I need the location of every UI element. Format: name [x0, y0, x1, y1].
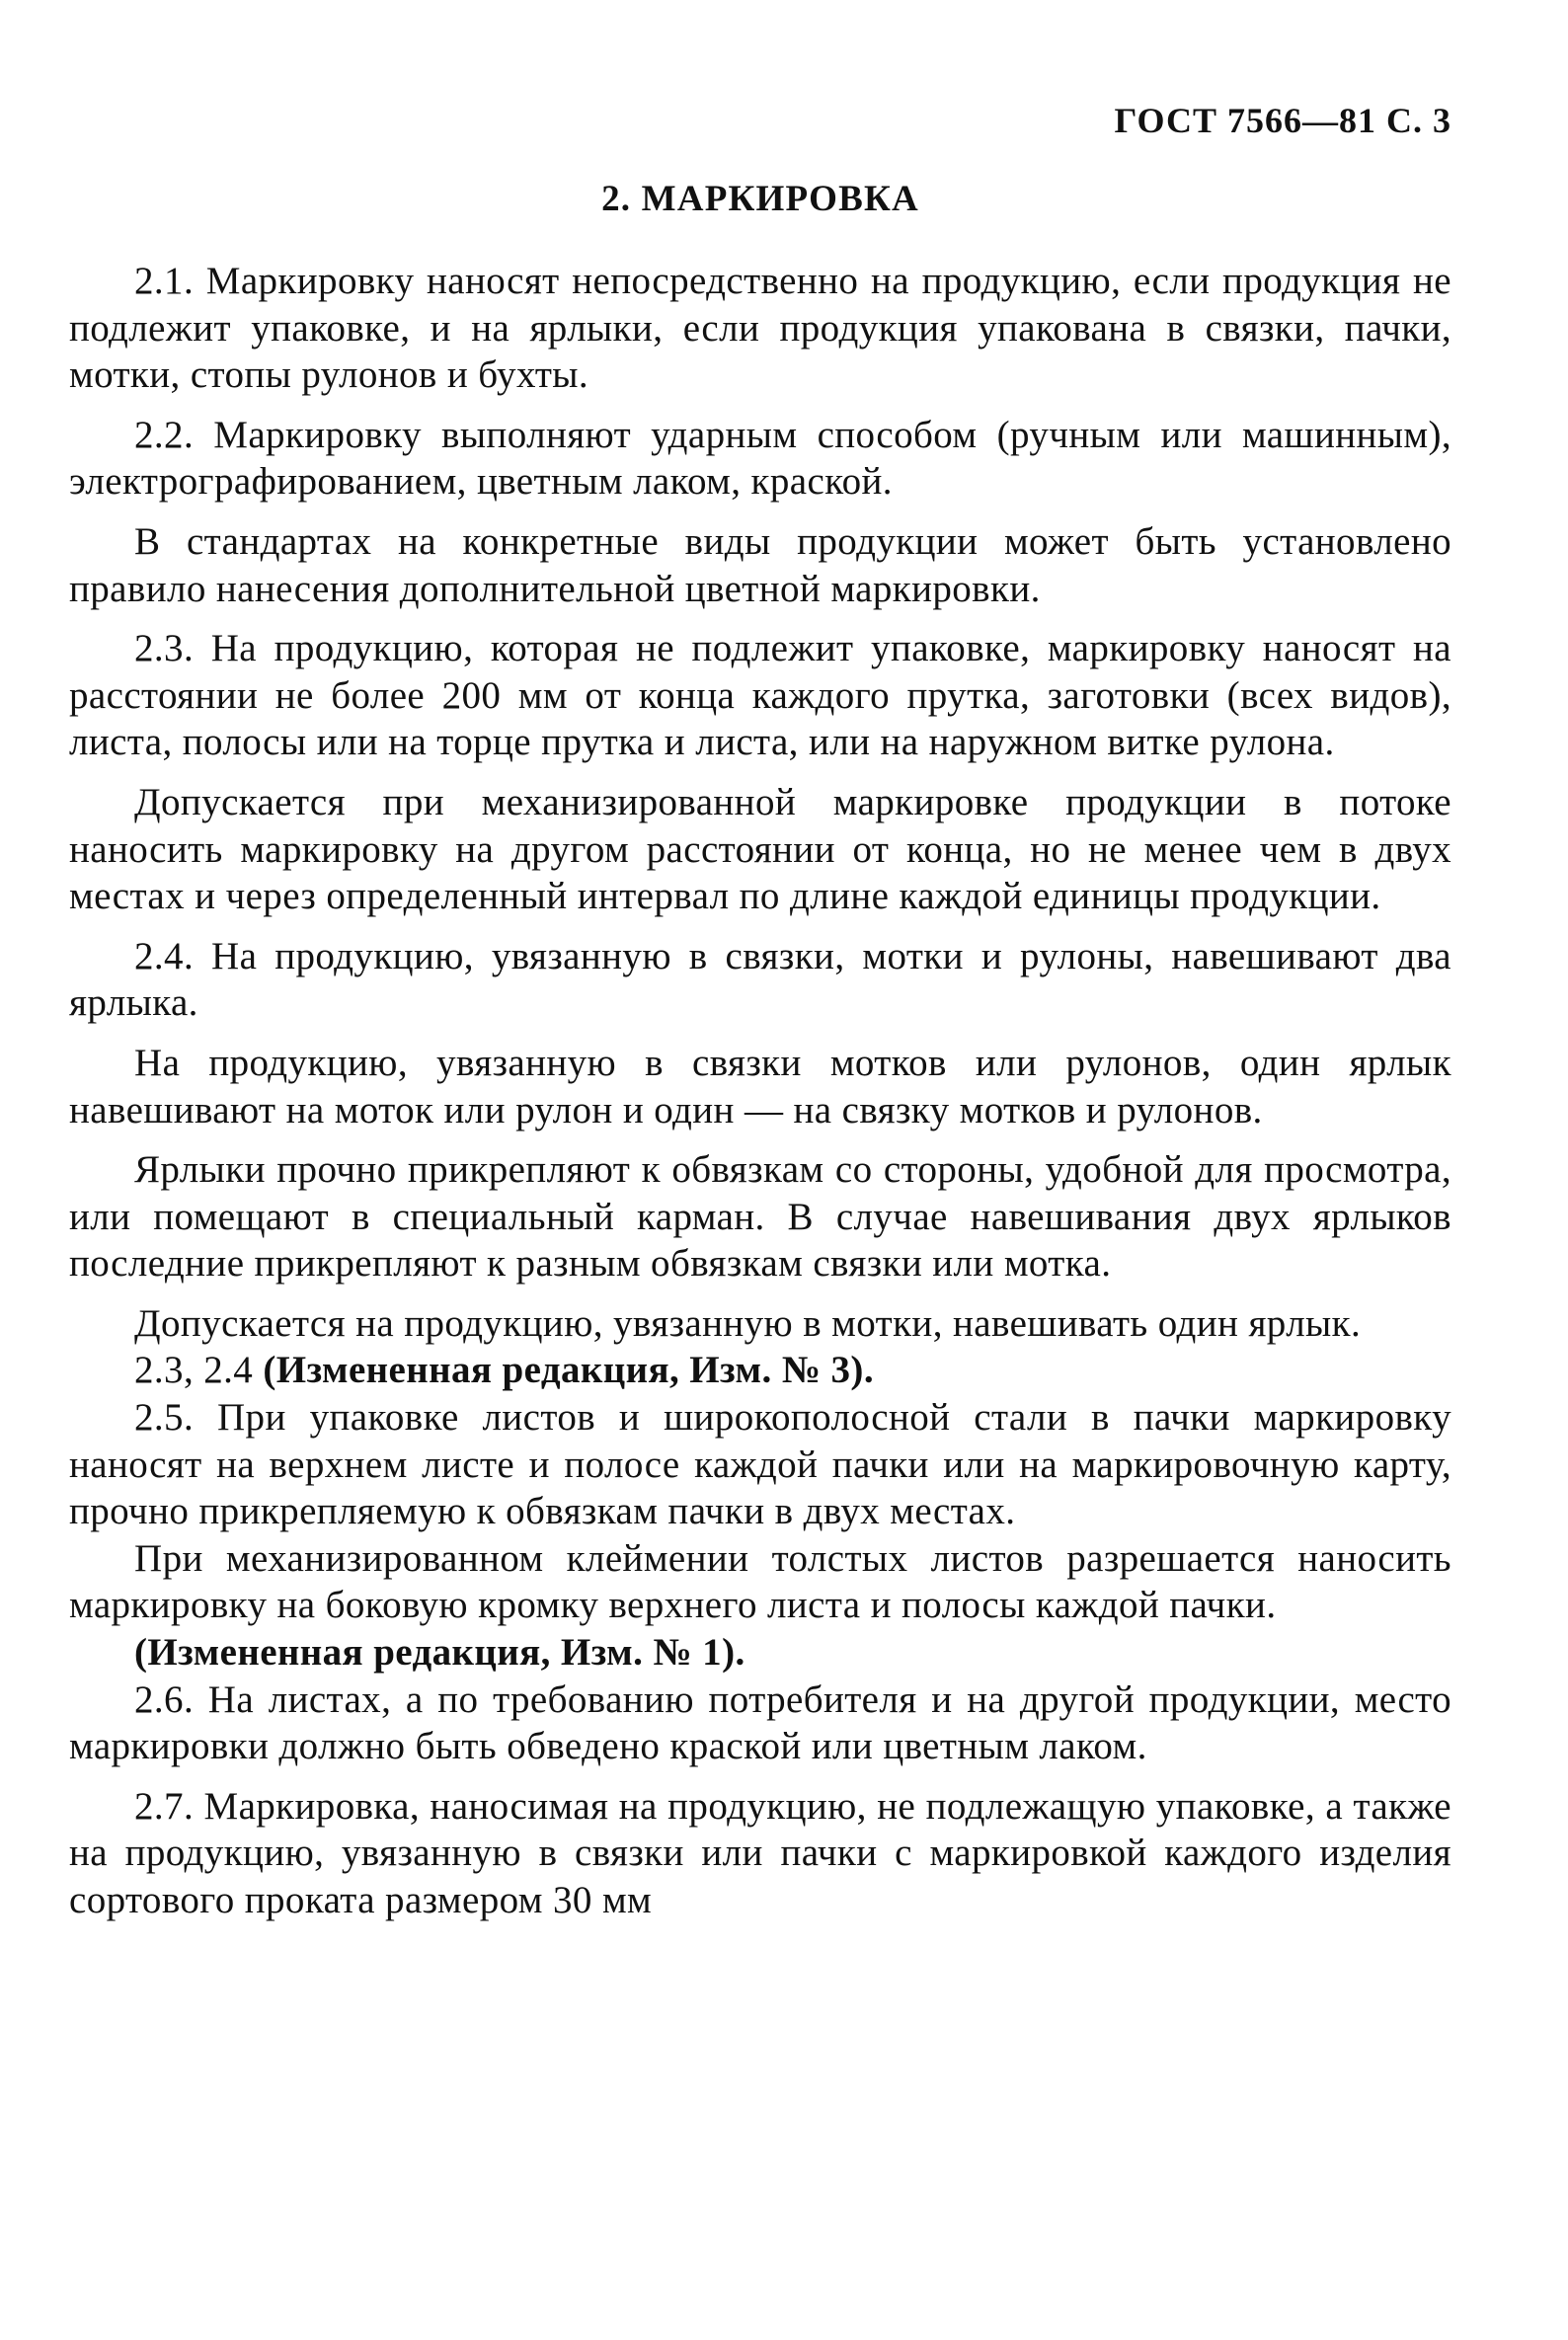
amendment-note-3 [69, 1347, 1451, 1394]
paragraph-2-3: 2.3. На продукцию, которая не подлежит упаковке, маркировку наносят на расстоянии не более 200 мм от конца каждого прутка, заготовки (всех видов), листа, полосы или на торце прутка и листа, или на наружном витке рулона. [69, 627, 1451, 764]
paragraph-2-5: 2.5. При упаковке листов и широкополосной стали в пачки маркировку наносят на верхнем листе и полосе каждой пачки или на маркировочную карту, прочно прикрепляемую к обвязкам пачки в двух местах. [69, 1396, 1451, 1533]
paragraph-2-1: 2.1. Маркировку наносят непосредственно на продукцию, если продукция не подлежит упаковке, и на ярлыки, если продукция упакована в связки, пачки, мотки, стопы рулонов и бухты. [69, 260, 1451, 397]
paragraph-2-2: 2.2. Маркировку выполняют ударным способом (ручным или машинным), электрографированием, цветным лаком, краской. [69, 413, 1451, 504]
document-page [69, 99, 1451, 1924]
paragraph-2-4-note-3: Допускается на продукцию, увязанную в мотки, навешивать один ярлык. [134, 1301, 1362, 1345]
paragraph-2-4: 2.4. На продукцию, увязанную в связки, мотки и рулоны, навешивают два ярлыка. [69, 934, 1451, 1025]
paragraph-2-6: 2.6. На листах, а по требованию потребителя и на другой продукции, место маркировки должно быть обведено краской или цветным лаком. [69, 1677, 1451, 1768]
paragraph-2-4-note-2: Ярлыки прочно прикрепляют к обвязкам со стороны, удобной для просмотра, или помещают в специальный карман. В случае навешивания двух ярлыков последние прикрепляют к разным обвязкам связки или мотка. [69, 1148, 1451, 1286]
paragraph-2-5-note: При механизированном клеймении толстых листов разрешается наносить маркировку на боковую кромку верхнего листа и полосы каждой пачки. [69, 1536, 1451, 1627]
paragraph-2-2-note: В стандартах на конкретные виды продукции может быть установлено правило нанесения дополнительной цветной маркировки. [69, 519, 1451, 610]
paragraph-2-7: 2.7. Маркировка, наносимая на продукцию, не подлежащую упаковке, а также на продукцию, увязанную в связки или пачки с маркировкой каждого изделия сортового проката размером 30 мм [69, 1784, 1451, 1921]
page-header: ГОСТ 7566—81 С. 3 [1114, 101, 1451, 140]
paragraph-2-4-note-1: На продукцию, увязанную в связки мотков или рулонов, один ярлык навешивают на моток или рулон и один — на связку мотков и рулонов. [69, 1041, 1451, 1131]
paragraph-2-3-note: Допускается при механизированной маркировке продукции в потоке наносить маркировку на другом расстоянии от конца, но не менее чем в двух местах и через определенный интервал по длине каждой единицы продукции. [69, 780, 1451, 918]
section-title: 2. МАРКИРОВКА [601, 179, 919, 219]
amendment-note-3-text: (Измененная редакция, Изм. № 3). [263, 1349, 874, 1392]
amendment-note-1: (Измененная редакция, Изм. № 1). [134, 1631, 745, 1675]
amendment-note-3-clauses: 2.3, 2.4 [134, 1349, 264, 1392]
